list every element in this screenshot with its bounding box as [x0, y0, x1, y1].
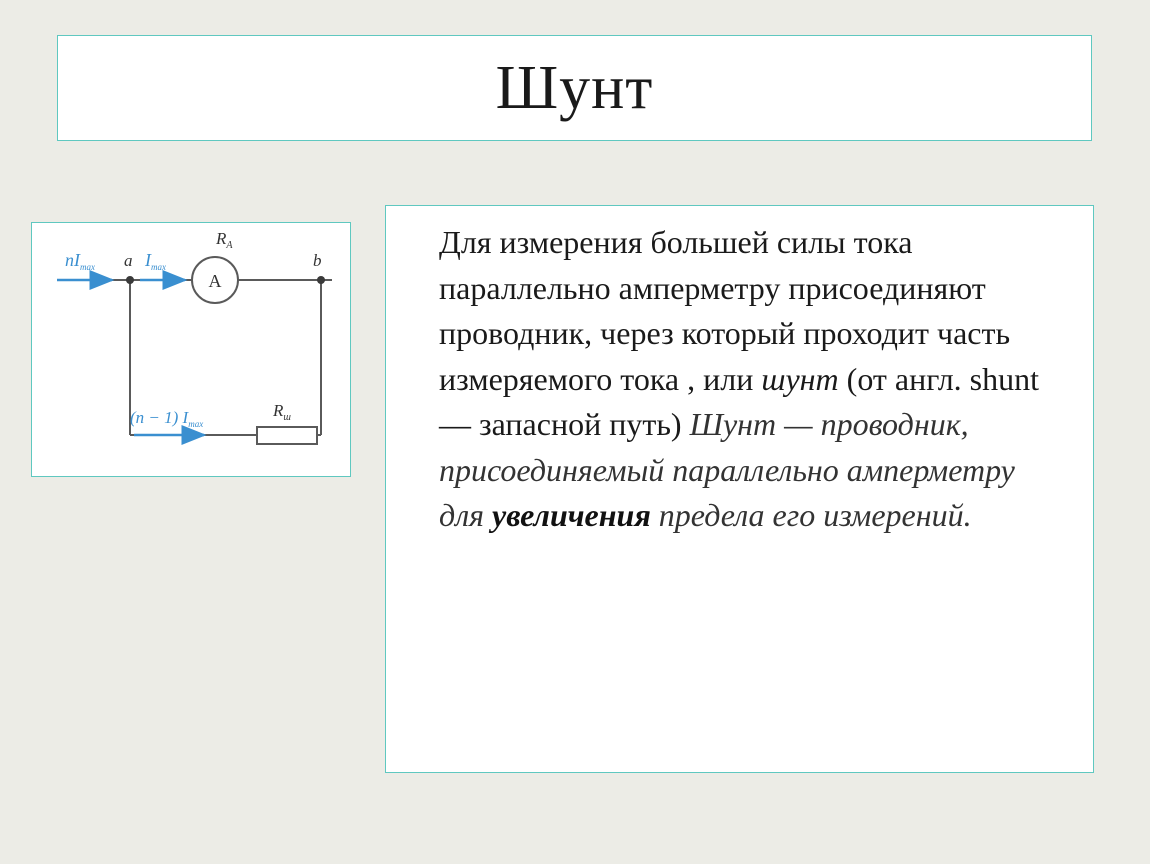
label-i-max: $I_{max}$	[145, 250, 166, 272]
body-text	[439, 220, 1059, 539]
shunt-word: шунт	[761, 360, 839, 397]
slide-title: Шунт	[495, 53, 654, 122]
title-box	[57, 35, 1092, 141]
paragraph-intro: Для измерения большей силы тока параллельно амперметру присоединяют проводник, через который проходит часть измеряемого тока , или	[439, 224, 1011, 397]
paragraph-etymology: (от англ. shunt — запасной путь)	[439, 360, 1040, 442]
text-box	[385, 205, 1094, 773]
node-a	[126, 276, 134, 284]
definition-part1: Шунт — проводник, присоединяемый параллельно амперметру для	[439, 406, 1015, 533]
ammeter-letter: A	[208, 271, 222, 291]
label-ra: $R_A$	[216, 229, 233, 251]
node-b	[317, 276, 325, 284]
definition-bold-word: увеличения	[492, 497, 651, 533]
label-n-imax: $nI_{max}$	[65, 250, 95, 272]
label-rsh: $R_ш$	[273, 401, 291, 423]
circuit-diagram	[31, 222, 351, 477]
shunt-resistor	[257, 427, 317, 444]
circuit-svg	[32, 223, 352, 478]
label-node-b: b	[313, 251, 322, 270]
label-n-minus-1-imax: (n − 1) $I_{max}$	[130, 408, 204, 429]
definition-part2: предела его измерений.	[650, 497, 972, 533]
label-node-a: a	[124, 251, 133, 270]
